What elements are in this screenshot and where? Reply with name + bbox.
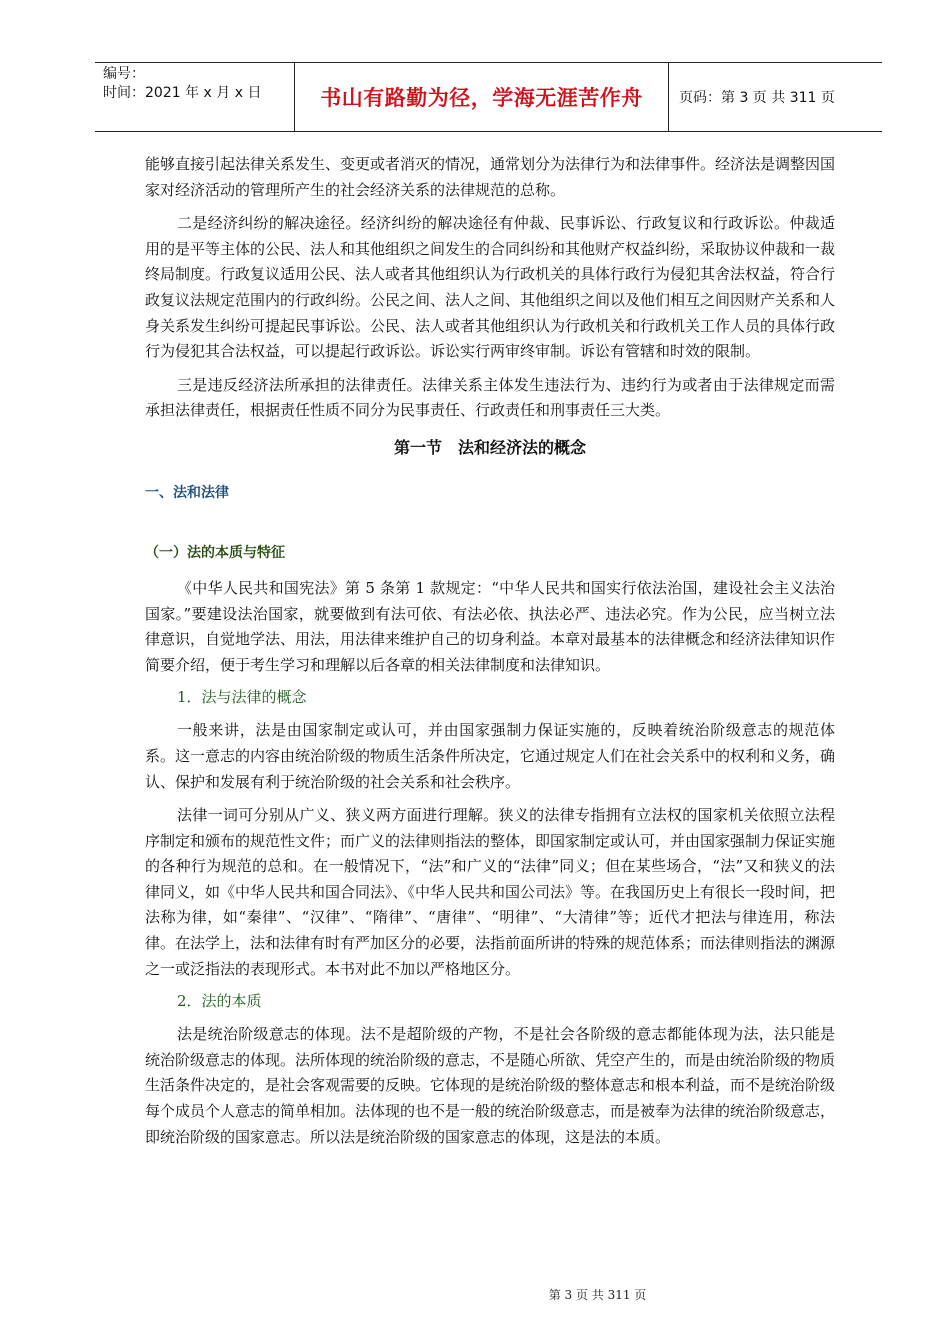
paragraph: 《中华人民共和国宪法》第 5 条第 1 款规定：“中华人民共和国实行依法治国，建设社会主义法治国家。”要建设法治国家，就要做到有法可依、有法必依、执法必严、违法必究。作为公民，应当树立法律意识，自觉地学法、用法，用法律来维护自己的切身利益。本章对最基本的法律概念和经济法律知识作简要介绍，便于考生学习和理解以后各章的相关法律制度和法律知识。: [145, 578, 836, 674]
heading-level-1: 一、法和法律: [145, 484, 229, 501]
doc-time-label: 时间：2021 年 x 月 x 日: [103, 85, 262, 101]
header-page-info: 页码：第 3 页 共 311 页: [679, 90, 835, 106]
paragraph: 二是经济纠纷的解决途径。经济纠纷的解决途径有仲裁、民事诉讼、行政复议和行政诉讼。仲裁适用的是平等主体的公民、法人和其他组织之间发生的合同纠纷和其他财产权益纠纷，采取协议仲裁和一裁终局制度。行政复议适用公民、法人或者其他组织认为行政机关的具体行政行为侵犯其舍法权益，符合行政复议法规定范围内的行政纠纷。公民之间、法人之间、其他组织之间以及他们相互之间因财产关系和人身关系发生纠纷可提起民事诉讼。公民、法人或者其他组织认为行政机关和行政机关工作人员的具体行政行为侵犯其合法权益，可以提起行政诉讼。诉讼实行两审终审制。诉讼有管辖和时效的限制。: [145, 214, 836, 361]
heading-level-2: （一）法的本质与特征: [145, 544, 285, 561]
page-header: [95, 62, 882, 132]
paragraph: 三是违反经济法所承担的法律责任。法律关系主体发生违法行为、违约行为或者由于法律规定而需承担法律责任，根据责任性质不同分为民事责任、行政责任和刑事责任三大类。: [145, 375, 835, 420]
document-body: [145, 152, 835, 1158]
paragraph: 能够直接引起法律关系发生、变更或者消灭的情况，通常划分为法律行为和法律事件。经济法是调整因国家对经济活动的管理所产生的社会经济关系的法律规范的总称。: [145, 155, 836, 199]
footer-page-number: 第 3 页 共 311 页: [548, 1288, 647, 1302]
doc-id-label: 编号：: [103, 66, 145, 82]
paragraph: 法是统治阶级意志的体现。法不是超阶级的产物，不是社会各阶级的意志都能体现为法，法只能是统治阶级意志的体现。法所体现的统治阶级的意志，不是随心所欲、凭空产生的，而是由统治阶级的物质生活条件决定的，是社会客观需要的反映。它体现的是统治阶级的整体意志和根本利益，而不是统治阶级每个成员个人意志的简单相加。法体现的也不是一般的统治阶级意志，而是被奉为法律的统治阶级意志，即统治阶级的国家意志。所以法是统治阶级的国家意志的体现，这是法的本质。: [145, 1025, 836, 1146]
page-footer: [0, 1286, 950, 1303]
heading-level-3: 2．法的本质: [177, 992, 262, 1011]
paragraph: 一般来讲，法是由国家制定或认可，并由国家强制力保证实施的，反映着统治阶级意志的规范体系。这一意志的内容由统治阶级的物质生活条件所决定，它通过规定人们在社会关系中的权利和义务，确认、保护和发展有利于统治阶级的社会关系和社会秩序。: [145, 721, 836, 791]
header-meta: [95, 63, 295, 131]
paragraph: 法律一词可分别从广义、狭义两方面进行理解。狭义的法律专指拥有立法权的国家机关依照立法程序制定和颁布的规范性文件；而广义的法律则指法的整体，即国家制定或认可，并由国家强制力保证实施的各种行为规范的总和。在一般情况下，“法”和广义的“法律”同义；但在某些场合，“法”又和狭义的法律同义，如《中华人民共和国合同法》、《中华人民共和国公司法》等。在我国历史上有很长一段时间，把法称为律，如“秦律”、“汉律”、“隋律”、“唐律”、“明律”、“大清律”等；近代才把法与律连用，称法律。在法学上，法和法律有时有严加区分的必要，法指前面所讲的特殊的规范体系；而法律则指法的渊源之一或泛指法的表现形式。本书对此不加以严格地区分。: [145, 806, 836, 978]
heading-level-3: 1．法与法律的概念: [177, 688, 307, 707]
section-title: 第一节 法和经济法的概念: [393, 437, 586, 457]
header-motto: 书山有路勤为径，学海无涯苦作舟: [295, 63, 669, 131]
